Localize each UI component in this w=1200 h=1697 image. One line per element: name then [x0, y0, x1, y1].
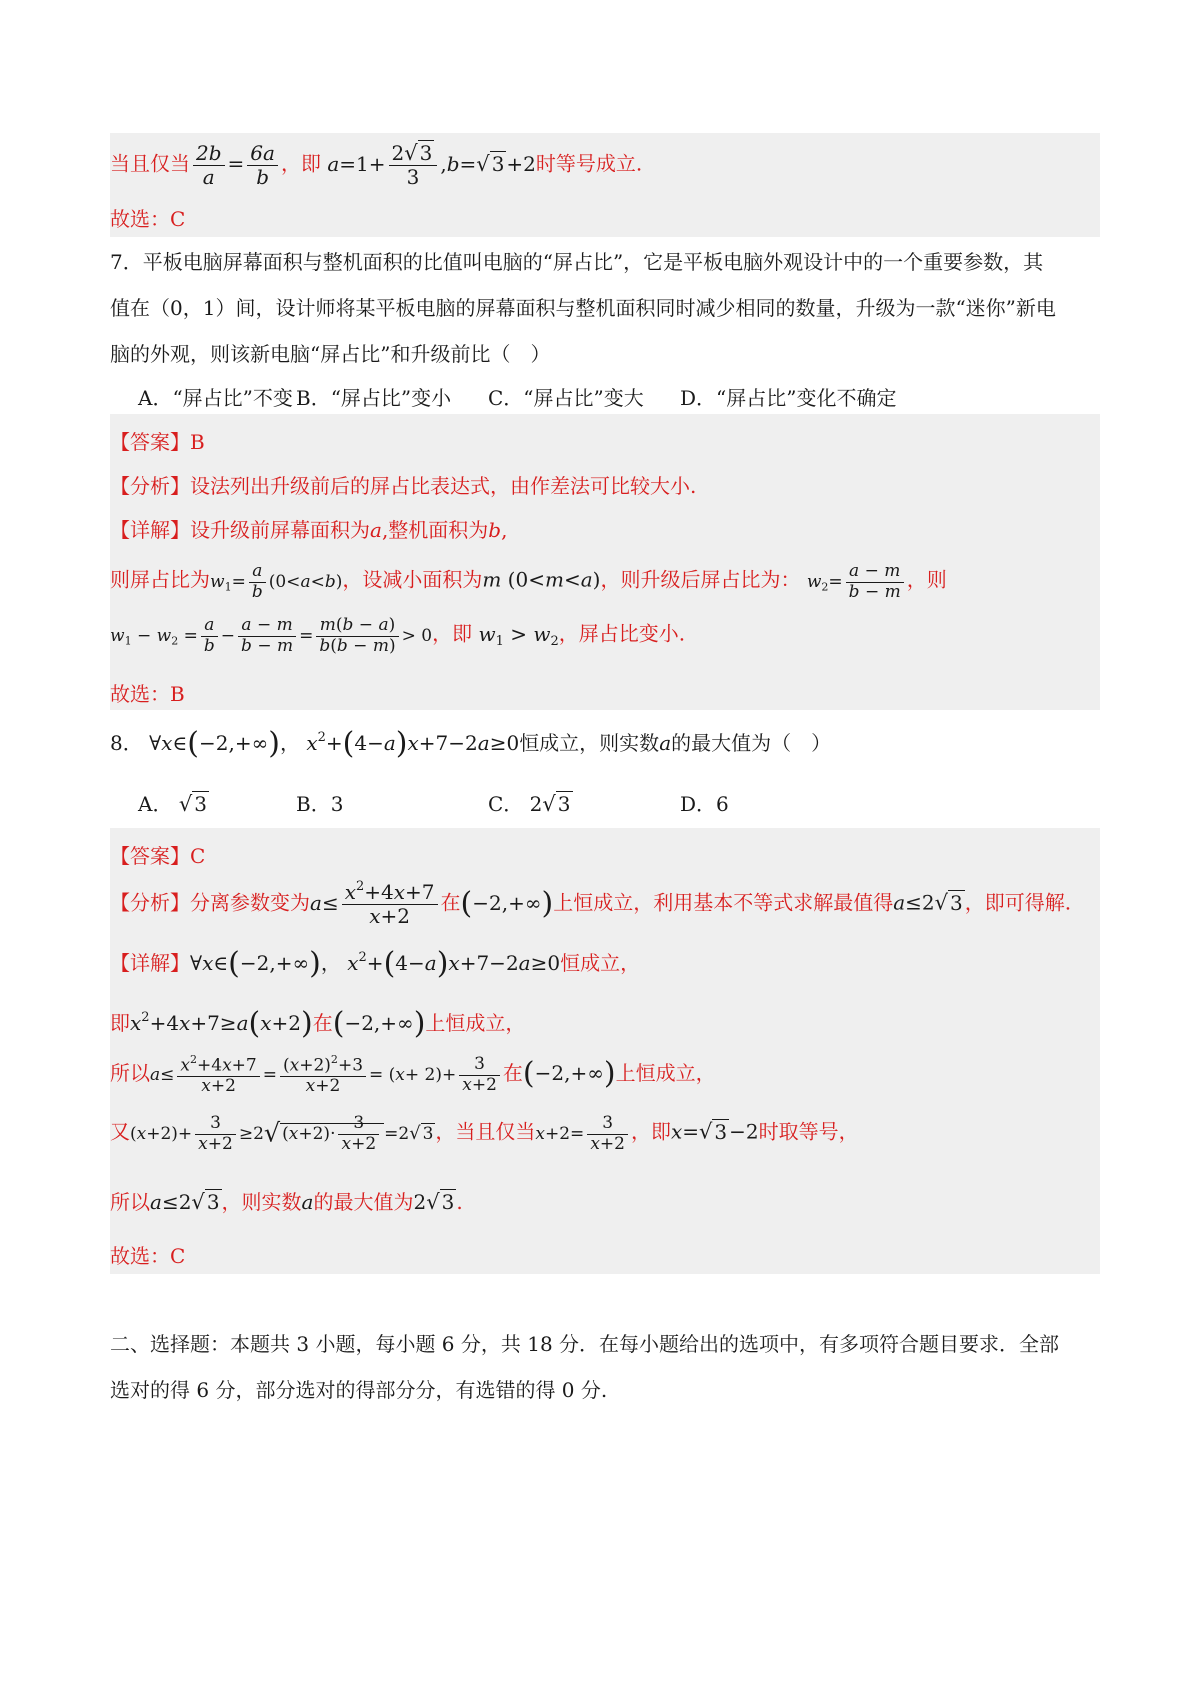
- q7-analysis-text: 设法列出升级前后的屏占比表达式，由作差法可比较大小.: [190, 474, 697, 498]
- q8-stem-line: 8． ∀x∈(−2,+∞)， $x^2+(4-a)x+7-2a\ge 0$恒成立，则实数a的最大值为（ ）: [110, 726, 832, 761]
- q8-detail3-suffix: 上恒成立，: [615, 1060, 716, 1085]
- q6-equality-line: 当且仅当 $\frac{2b}{a}$ = $\frac{6a}{b}$ ，即 a=1+ $\frac{2√ 3}{3}$ ,b=√ 3 +2时等号成立.: [110, 140, 643, 190]
- q8-option-a[interactable]: A． √ 3: [138, 792, 207, 816]
- q8-detail1-suffix: 恒成立，: [560, 951, 641, 975]
- q8-analysis-prefix: 分离参数变为: [190, 890, 310, 915]
- section2-line1: 二、选择题：本题共 3 小题，每小题 6 分，共 18 分．在每小题给出的选项中，有多项符合题目要求．全部: [110, 1332, 1060, 1356]
- q7-detail2: 则屏占比为$w_1=$ $\frac{a}{b}$ (0<a<b)，设减小面积为m (0<m<a)，则升级后屏占比为： $w_2=$ $\frac{a - m}{b - m}$ ，则: [110, 561, 947, 602]
- q6-choose: 故选：C: [110, 207, 186, 231]
- q7-detail3-suffix: ，屏占比变小.: [558, 621, 686, 646]
- q8-detail-label: 【详解】: [110, 951, 190, 975]
- section2-line2: 选对的得 6 分，部分选对的得部分分，有选错的得 0 分.: [110, 1378, 608, 1402]
- q8-option-d[interactable]: D．6: [680, 792, 729, 816]
- q7-detail1: 【详解】设升级前屏幕面积为a,整机面积为b,: [110, 518, 508, 542]
- q7-option-a[interactable]: A．“屏占比”不变: [138, 386, 293, 410]
- q7-line2: 值在（0，1）间，设计师将某平板电脑的屏幕面积与整机面积同时减少相同的数量，升级为一款“迷你”新电: [110, 296, 1056, 320]
- q8-analysis-mid2: 上恒成立，利用基本不等式求解最值得: [553, 890, 894, 915]
- q7-detail2-suffix: ，则: [906, 567, 947, 592]
- q8-option-b[interactable]: B．3: [296, 792, 344, 816]
- q7-option-c[interactable]: C．“屏占比”变大: [488, 386, 644, 410]
- q8-detail4: 又(x+2)+ $\frac{3}{x+2}$ ≥2√ (x+2)· $\frac{3}{x+2}$ =2√ 3 ，当且仅当x+2= $\frac{3}{x+2}$ ，即x=√ 3 −2时取等号，: [110, 1113, 859, 1154]
- q8-detail3-mid: 在: [502, 1060, 523, 1085]
- q8-option-c-label: C．: [488, 792, 524, 816]
- q7-option-d[interactable]: D．“屏占比”变化不确定: [680, 386, 897, 410]
- q7-detail2-prefix: 则屏占比为: [110, 567, 210, 592]
- q8-analysis-mid: 在: [440, 890, 461, 915]
- q7-detail3: $w_1 - w_2$ = $\frac{a}{b}$ − $\frac{a - m}{b - m}$ = $\frac{m(b - a)}{b(b - m)}$ > 0，即 $w_1 > w_2$，屏占比变小.: [110, 615, 686, 656]
- q6-line1-suffix: 时等号成立.: [535, 151, 643, 176]
- q8-detail3-prefix: 所以: [110, 1060, 150, 1085]
- q7-line3: 脑的外观，则该新电脑“屏占比”和升级前比（ ）: [110, 342, 551, 366]
- q8-stem-mid: 恒成立，则实数: [519, 731, 660, 755]
- q8-detail5: 所以a≤2√ 3 ，则实数a的最大值为2√ 3 .: [110, 1190, 463, 1214]
- q8-detail1: 【详解】∀x∈(−2,+∞)， $x^2+(4-a)x+7-2a\ge 0$恒成立，: [110, 946, 641, 981]
- q7-option-b[interactable]: B．“屏占比”变小: [296, 386, 452, 410]
- q7-detail2-mid2: ，则升级后屏占比为：: [600, 567, 801, 592]
- q8-number: 8．: [110, 731, 143, 755]
- q8-option-c[interactable]: C． 2√ 3: [488, 792, 571, 816]
- q7-detail-label: 【详解】: [110, 518, 190, 542]
- q8-detail2-mid: 在: [312, 1011, 333, 1035]
- q7-detail3-mid: ，即: [432, 621, 473, 646]
- q8-detail5-prefix: 所以: [110, 1190, 150, 1214]
- q8-detail5-mid2: 的最大值为: [313, 1190, 414, 1214]
- q8-detail5-mid: ，则实数: [221, 1190, 302, 1214]
- q8-stem-suffix: 的最大值为（ ）: [671, 731, 832, 755]
- q8-choose: 故选：C: [110, 1244, 186, 1268]
- q7-analysis: [110, 470, 696, 499]
- q8-detail4-mid2: ，即: [630, 1119, 671, 1144]
- q8-analysis: 【分析】分离参数变为a≤ $\frac{x^2+4x+7}{x+2}$ 在(−2,+∞)上恒成立，利用基本不等式求解最值得a≤2√ 3 ，即可得解.: [110, 879, 1072, 929]
- q7-detail2-mid: ，设减小面积为: [342, 567, 483, 592]
- q8-detail2: 即$x^2+4x+7\ge a(x+2)$在(−2,+∞)上恒成立，: [110, 1006, 526, 1041]
- q6-line1-prefix: 当且仅当: [110, 151, 190, 176]
- q7-line1: 7．平板电脑屏幕面积与整机面积的比值叫电脑的“屏占比”，它是平板电脑外观设计中的一个重要参数，其: [110, 250, 1044, 274]
- q7-detail1-text: 设升级前屏幕面积为: [190, 518, 370, 542]
- q8-detail4-prefix: 又: [110, 1119, 130, 1144]
- q7-detail1-b: ,整机面积为: [381, 518, 489, 542]
- q8-detail5-suffix: .: [456, 1190, 463, 1214]
- q7-choose: 故选：B: [110, 682, 185, 706]
- q8-answer: 【答案】C: [110, 844, 206, 868]
- q8-detail4-suffix: 时取等号，: [758, 1119, 859, 1144]
- q8-answer-block: [110, 828, 1100, 1274]
- q8-detail3: 所以a≤ $\frac{x^2+4x+7}{x+2}$ = $\frac{(x+2)^2+3}{x+2}$ = (x+ 2)+ $\frac{3}{x+2}$ 在(−2,+∞)上恒成立，: [110, 1053, 716, 1097]
- q8-analysis-label: 【分析】: [110, 890, 190, 915]
- q6-answer-block: [110, 133, 1100, 237]
- q8-analysis-suffix: ，即可得解.: [964, 890, 1072, 915]
- q8-option-a-label: A．: [138, 792, 173, 816]
- q7-analysis-label: 【分析】: [110, 474, 190, 498]
- q8-detail4-mid: ，当且仅当: [435, 1119, 536, 1144]
- q8-detail2-suffix: 上恒成立，: [425, 1011, 526, 1035]
- q7-answer: 【答案】B: [110, 430, 205, 454]
- q7-answer-block: [110, 414, 1100, 710]
- q8-detail2-prefix: 即: [110, 1011, 130, 1035]
